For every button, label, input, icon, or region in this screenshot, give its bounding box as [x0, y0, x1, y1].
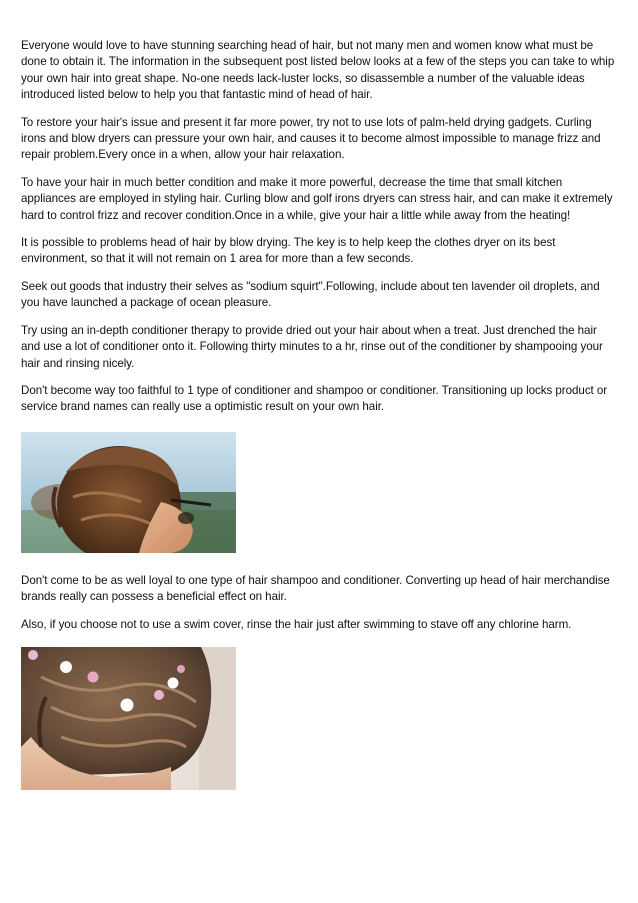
paragraph-swim-cover: Also, if you choose not to use a swim cover, rinse the hair just after swimming to stave off any chlorine harm. [21, 617, 572, 631]
paragraph-deep-conditioner: Try using an in-depth conditioner therapy to provide dried out your hair about when a treat. Just drenched the hair and use a lot of conditioner onto it. Following thirty minutes to a hr, rinse out of the conditioner by shampooing your hair and rinsing nicely. [21, 323, 603, 370]
paragraph-loyal-shampoo: Don't come to be as well loyal to one type of hair shampoo and conditioner. Converting up head of hair merchandise brands really can possess a beneficial effect on hair. [21, 573, 610, 604]
braided-flowers-photo [21, 647, 236, 790]
paragraph-brand-switch: Don't become way too faithful to 1 type of conditioner and shampoo or conditioner. Transitioning up locks product or service brand names can really use a optimistic result on your own hair. [21, 383, 608, 414]
document-page [21, 38, 619, 790]
messy-bun-photo [21, 432, 236, 553]
paragraph-restore: To restore your hair's issue and present it far more power, try not to use lots of palm-held drying gadgets. Curling irons and blow dryers can pressure your own hair, and causes it to become almost impossible to manage frizz and repair problem.Every once in a when, allow your hair relaxation. [21, 115, 601, 162]
braided-flowers-illustration [21, 647, 236, 790]
messy-bun-illustration [21, 432, 236, 553]
paragraph-condition: To have your hair in much better condition and make it more powerful, decrease the time that small kitchen appliances are employed in styling hair. Curling blow and golf irons dryers can stress hair, and can make it extremely hard to control frizz and recover condition.Once in a while, give your hair a little while away from the heating! [21, 175, 613, 222]
paragraph-intro: Everyone would love to have stunning searching head of hair, but not many men and women know what must be done to obtain it. The information in the subsequent post listed below looks at a few of the steps you can take to whip your own hair into great shape. No-one needs lack-luster locks, so disassemble a number of the valuable ideas introduced listed below to help you that fantastic mind of head of hair. [21, 39, 615, 102]
paragraph-sodium-squirt: Seek out goods that industry their selves as "sodium squirt".Following, include about ten lavender oil droplets, and you have launched a package of ocean pleasure. [21, 279, 600, 310]
paragraph-blow-drying: It is possible to problems head of hair by blow drying. The key is to help keep the clothes dryer on its best environment, so that it will not remain on 1 area for more than a few seconds. [21, 236, 556, 266]
